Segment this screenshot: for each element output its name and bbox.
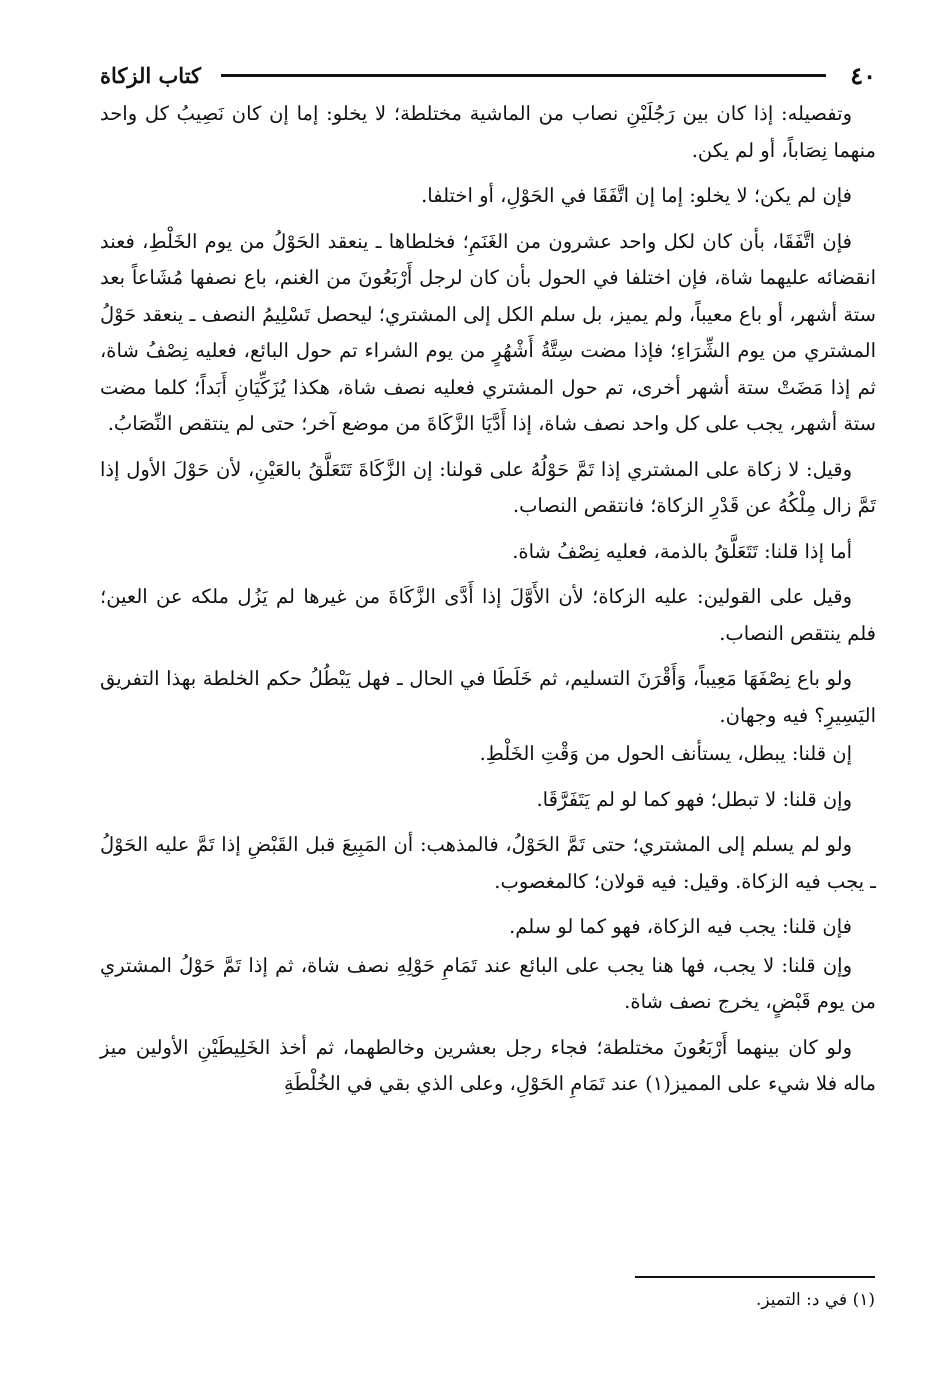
page-header [100, 58, 876, 92]
footnote: (١) في د: التميز. [756, 1290, 875, 1310]
body-text [100, 96, 876, 1112]
paragraph: أما إذا قلنا: تَتَعَلَّقُ بالذمة، فعليه نِصْفُ شاة. [512, 539, 852, 563]
footnote-divider [635, 1276, 875, 1278]
paragraph: وقيل على القولين: عليه الزكاة؛ لأن الأَوَّلَ إذا أَدَّى الزَّكَاةَ من غيرها لم يَزُل ملكه عن العين؛ فلم ينتقص النصاب. [100, 585, 876, 645]
header-rule [221, 74, 826, 77]
paragraph: إن قلنا: يبطل، يستأنف الحول من وَقْتِ الخَلْطِ. [479, 742, 852, 765]
page-number: ٤٠ [850, 60, 876, 90]
paragraph: ولو باع نِصْفَهَا مَعِيباً، وَأَقْرَنَ التسليم، ثم خَلَطَا في الحال ـ فهل يَبْطُلُ حكم الخلطة بهذا التفريق اليَسِيرِ؟ فيه وجهان. [100, 667, 876, 727]
paragraph: ولو لم يسلم إلى المشتري؛ حتى تَمَّ الحَوْلُ، فالمذهب: أن المَبِيعَ قبل القَبْضِ إذا تَمَّ عليه الحَوْلُ ـ يجب فيه الزكاة. وقيل: فيه قولان؛ كالمغصوب. [100, 833, 876, 893]
paragraph: فإن قلنا: يجب فيه الزكاة، فهو كما لو سلم. [509, 915, 852, 938]
paragraph: وإن قلنا: لا يجب، فها هنا يجب على البائع عند تَمَامِ حَوْلِهِ نصف شاة، ثم إذا تَمَّ حَوْلُ المشتري من يوم قَبْضٍ، يخرج نصف شاة. [100, 953, 876, 1013]
paragraph: وإن قلنا: لا تبطل؛ فهو كما لو لم يَتَفَرَّقَا. [536, 787, 852, 811]
paragraph: فإن اتَّفَقَا، بأن كان لكل واحد عشرون من الغَنَمِ؛ فخلطاها ـ ينعقد الحَوْلُ من يوم الخَلْطِ، فعند انقضائه عليهما شاة، فإن اختلفا في الحول بأن كان لرجل أَرْبَعُونَ من الغنم، باع نصفها مُشَاعاً بعد ستة أشهر، أو باع معيباً، ولم يميز، بل سلم الكل إلى المشتري؛ ليحصل تَسْلِيمُ النصف ـ ينعقد حَوْلُ المشتري من يوم الشِّرَاءِ؛ فإذا مضت سِتَّةُ أَشْهُرٍ من يوم الشراء تم حول البائع، فعليه نِصْفُ شاة، ثم إذا مَضَتْ ستة أشهر أخرى، تم حول المشتري فعليه نصف شاة، هكذا يُزَكِّيَانِ أَبَداً؛ كلما مضت ستة أشهر، يجب على كل واحد نصف شاة، إذا أَدَّيَا الزَّكَاةَ من موضع آخر؛ حتى لم ينتقص النِّصَابُ. [100, 229, 876, 435]
paragraph: ولو كان بينهما أَرْبَعُونَ مختلطة؛ فجاء رجل بعشرين وخالطهما، ثم أخذ الخَلِيطَيْنِ الأولين ميز ماله فلا شيء على المميز(١) عند تَمَامِ الحَوْلِ، وعلى الذي بقي في الخُلْطَةِ [100, 1035, 876, 1095]
paragraph: وتفصيله: إذا كان بين رَجُلَيْنِ نصاب من الماشية مختلطة؛ لا يخلو: إما إن كان نَصِيبُ كل واحد منهما نِصَاباً، أو لم يكن. [100, 102, 876, 162]
paragraph: فإن لم يكن؛ لا يخلو: إما إن اتَّفَقَا في الحَوْلِ، أو اختلفا. [421, 184, 852, 207]
book-title: كتاب الزكاة [100, 62, 202, 88]
paragraph: وقيل: لا زكاة على المشتري إذا تَمَّ حَوْلُهُ على قولنا: إن الزَّكَاةَ تَتَعَلَّقُ بالعَيْنِ، لأن حَوْلَ الأول إذا تَمَّ زال مِلْكُهُ عن قَدْرِ الزكاة؛ فانتقص النصاب. [100, 457, 876, 517]
